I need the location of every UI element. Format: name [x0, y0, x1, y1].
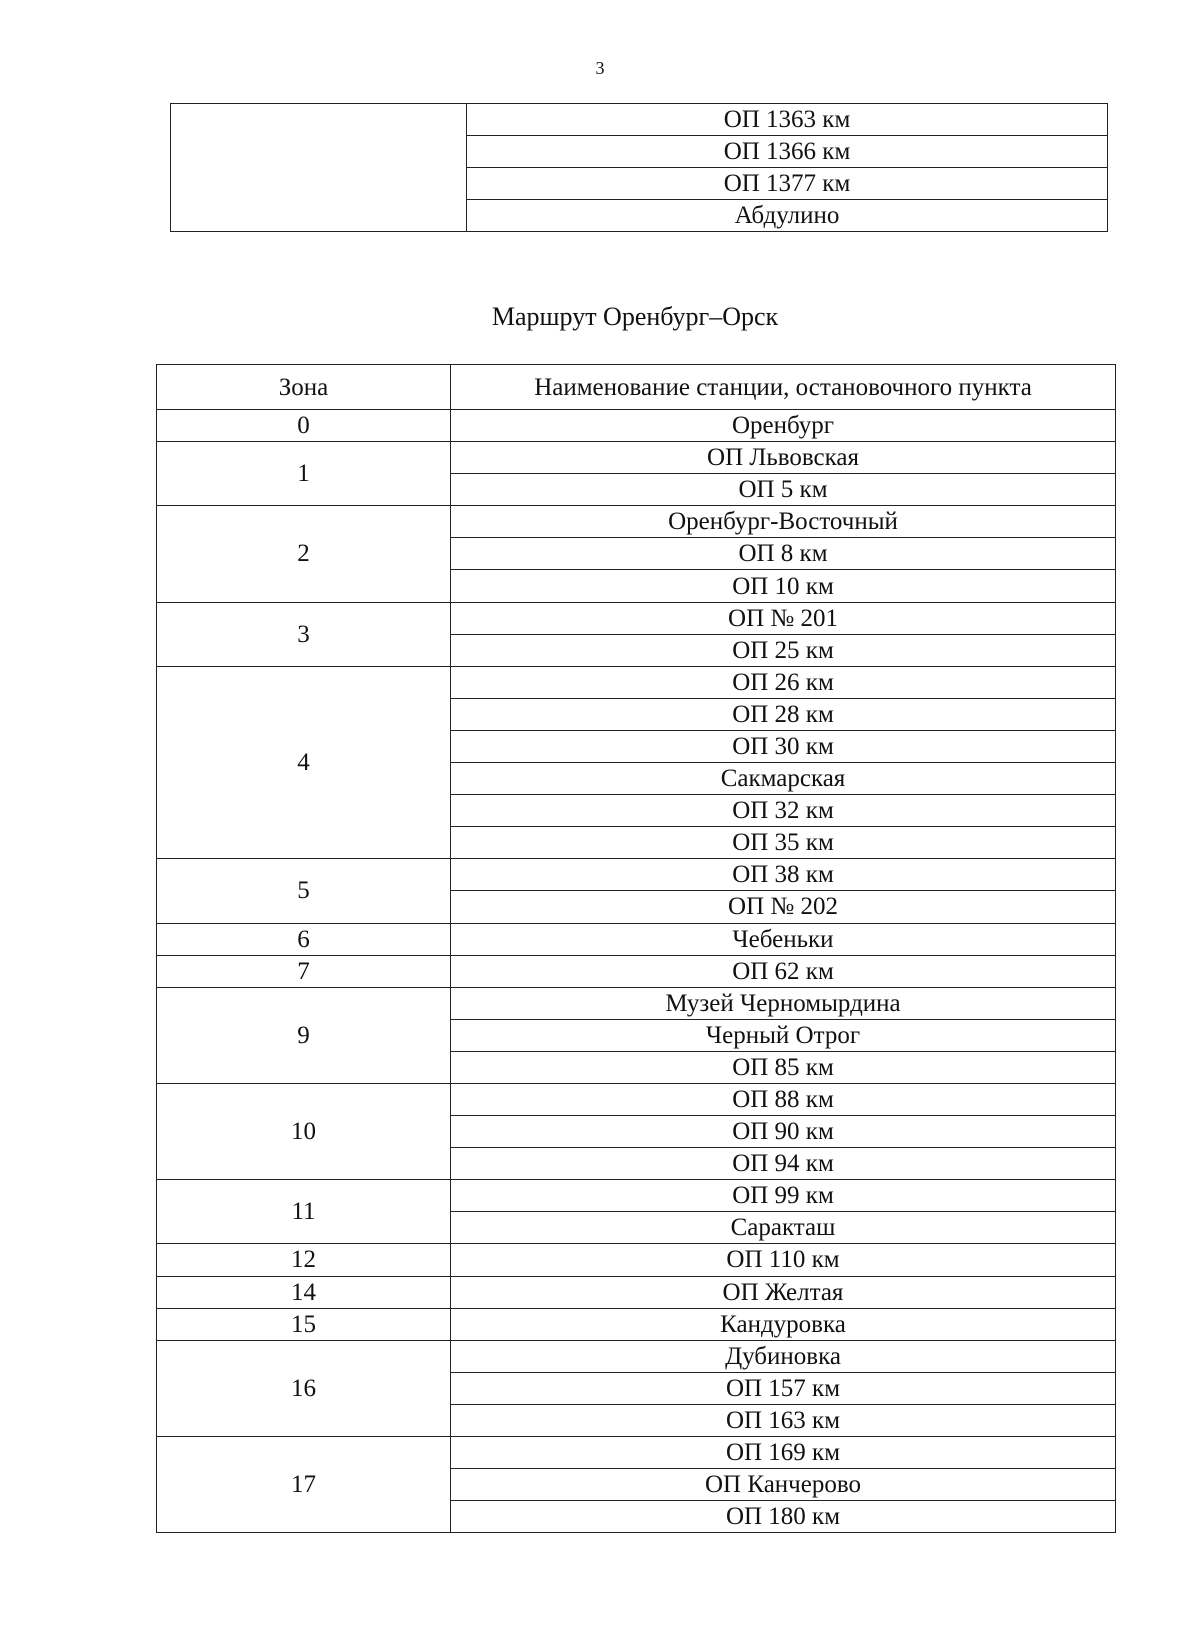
table-row — [157, 506, 1116, 538]
zone-cell: 12 — [157, 1244, 451, 1276]
station-cell: ОП 1363 км — [467, 104, 1108, 136]
station-cell: ОП 28 км — [451, 698, 1116, 730]
zone-cell: 14 — [157, 1276, 451, 1308]
station-cell: Черный Отрог — [451, 1019, 1116, 1051]
table-row — [157, 987, 1116, 1019]
station-cell: ОП 90 км — [451, 1116, 1116, 1148]
station-cell: ОП 30 км — [451, 730, 1116, 762]
zone-cell: 15 — [157, 1308, 451, 1340]
zone-column-header: Зона — [157, 365, 451, 410]
table-row — [157, 410, 1116, 442]
table-row — [157, 1308, 1116, 1340]
zone-cell: 0 — [157, 410, 451, 442]
station-cell: Оренбург — [451, 410, 1116, 442]
station-cell: ОП № 202 — [451, 891, 1116, 923]
station-column-header: Наименование станции, остановочного пункта — [451, 365, 1116, 410]
station-cell: ОП 62 км — [451, 955, 1116, 987]
station-cell: ОП 10 км — [451, 570, 1116, 602]
table-row — [157, 1340, 1116, 1372]
zone-cell: 4 — [157, 666, 451, 859]
station-cell: Дубиновка — [451, 1340, 1116, 1372]
station-cell: ОП 163 км — [451, 1404, 1116, 1436]
station-cell: ОП 35 км — [451, 827, 1116, 859]
station-cell: Оренбург-Восточный — [451, 506, 1116, 538]
blank-zone-cell — [171, 104, 467, 232]
table-header-row — [157, 365, 1116, 410]
station-cell: Музей Черномырдина — [451, 987, 1116, 1019]
table-row — [157, 1276, 1116, 1308]
zone-cell: 11 — [157, 1180, 451, 1244]
table-row — [157, 1437, 1116, 1469]
zone-cell: 17 — [157, 1437, 451, 1533]
zone-cell: 16 — [157, 1340, 451, 1436]
station-cell: Абдулино — [467, 200, 1108, 232]
station-cell: ОП Львовская — [451, 442, 1116, 474]
station-cell: ОП 1377 км — [467, 168, 1108, 200]
table-row — [157, 1083, 1116, 1115]
station-cell: ОП 5 км — [451, 474, 1116, 506]
zone-cell: 5 — [157, 859, 451, 923]
station-cell: ОП Желтая — [451, 1276, 1116, 1308]
station-cell: ОП 26 км — [451, 666, 1116, 698]
station-cell: ОП 25 км — [451, 634, 1116, 666]
page-number: 3 — [595, 58, 605, 78]
table-row — [157, 1180, 1116, 1212]
zone-cell: 7 — [157, 955, 451, 987]
station-cell: Саракташ — [451, 1212, 1116, 1244]
station-cell: ОП 8 км — [451, 538, 1116, 570]
station-cell: ОП 169 км — [451, 1437, 1116, 1469]
table-row — [171, 104, 1108, 136]
station-cell: ОП № 201 — [451, 602, 1116, 634]
station-cell: Кандуровка — [451, 1308, 1116, 1340]
zone-cell: 1 — [157, 442, 451, 506]
station-cell: ОП 99 км — [451, 1180, 1116, 1212]
station-cell: ОП Канчерово — [451, 1469, 1116, 1501]
zones-table — [156, 364, 1116, 1533]
table-row — [157, 1244, 1116, 1276]
table-row — [157, 602, 1116, 634]
station-cell: ОП 1366 км — [467, 136, 1108, 168]
table-row — [157, 666, 1116, 698]
table-row — [157, 859, 1116, 891]
station-cell: Чебеньки — [451, 923, 1116, 955]
station-cell: ОП 94 км — [451, 1148, 1116, 1180]
zone-cell: 10 — [157, 1083, 451, 1179]
zone-cell: 3 — [157, 602, 451, 666]
zone-cell: 2 — [157, 506, 451, 602]
station-cell: ОП 110 км — [451, 1244, 1116, 1276]
station-cell: ОП 32 км — [451, 795, 1116, 827]
table-row — [157, 442, 1116, 474]
station-cell: ОП 38 км — [451, 859, 1116, 891]
station-cell: Сакмарская — [451, 763, 1116, 795]
continuation-table — [170, 103, 1108, 232]
station-cell: ОП 85 км — [451, 1051, 1116, 1083]
zone-cell: 9 — [157, 987, 451, 1083]
table-row — [157, 955, 1116, 987]
station-cell: ОП 157 км — [451, 1372, 1116, 1404]
station-cell: ОП 180 км — [451, 1501, 1116, 1533]
route-title: Маршрут Оренбург–Орск — [491, 302, 779, 331]
station-cell: ОП 88 км — [451, 1083, 1116, 1115]
table-row — [157, 923, 1116, 955]
zone-cell: 6 — [157, 923, 451, 955]
